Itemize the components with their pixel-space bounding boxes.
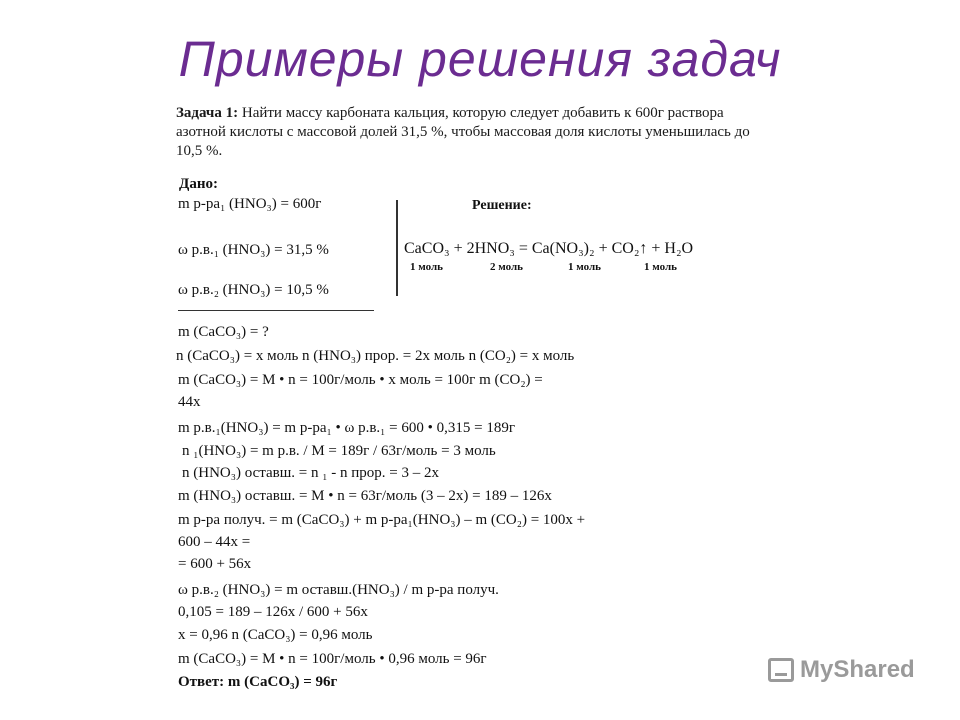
solution-step: 600 – 44x =	[178, 534, 251, 550]
given-line: ω р.в.₁ (HNO₃) = 31,5 %	[178, 242, 329, 258]
solution-step: = 600 + 56x	[178, 556, 252, 572]
solution-label: Решение:	[472, 198, 532, 213]
solution-step: m р.в.₁(HNO₃) = m р-ра₁ • ω р.в.₁ = 600 • 0,315 = 189г	[178, 420, 515, 436]
mole-label: 2 моль	[490, 261, 523, 273]
mole-label: 1 моль	[568, 261, 601, 273]
presentation-icon	[768, 658, 794, 682]
given-line: ω р.в.₂ (HNO₃) = 10,5 %	[178, 282, 329, 298]
answer-line: Ответ: m (CaCO₃) = 96г	[178, 674, 338, 690]
solution-step: 0,105 = 189 – 126x / 600 + 56x	[178, 604, 368, 620]
problem-label: Задача 1:	[176, 105, 239, 121]
solution-step: m (CaCO₃) = M • n = 100г/моль • x моль = 100г m (CO₂) =	[178, 372, 543, 388]
slide-title: Примеры решения задач	[178, 31, 782, 87]
problem-statement	[176, 104, 776, 161]
solution-step: n ₁(HNO₃) = m р.в. / M = 189г / 63г/моль = 3 моль	[182, 443, 496, 459]
vertical-divider	[396, 200, 398, 296]
given-label: Дано:	[179, 176, 218, 192]
solution-step: n (HNO₃) оставш. = n ₁ - n прор. = 3 – 2x	[182, 465, 439, 481]
given-line: m р-ра₁ (HNO₃) = 600г	[178, 196, 322, 212]
watermark-text: MyShared	[800, 656, 915, 683]
mole-label: 1 моль	[410, 261, 443, 273]
given-divider	[178, 310, 374, 311]
watermark	[768, 656, 915, 684]
solution-step: m р-ра получ. = m (CaCO₃) + m р-ра₁(HNO₃) – m (CO₂) = 100x +	[178, 512, 586, 528]
solution-step: 44x	[178, 394, 201, 410]
solution-step: n (CaCO₃) = x моль n (HNO₃) прор. = 2x моль n (CO₂) = x моль	[176, 348, 575, 364]
reaction-equation: CaCO₃ + 2HNO₃ = Ca(NO₃)₂ + CO₂↑ + H₂O	[404, 240, 694, 257]
solution-step: m (HNO₃) оставш. = M • n = 63г/моль (3 – 2x) = 189 – 126x	[178, 488, 552, 504]
solution-step: m (CaCO₃) = M • n = 100г/моль • 0,96 моль = 96г	[178, 651, 487, 667]
solution-step: x = 0,96 n (CaCO₃) = 0,96 моль	[178, 627, 373, 643]
mole-label: 1 моль	[644, 261, 677, 273]
solution-step: ω р.в.₂ (HNO₃) = m оставш.(HNO₃) / m р-ра получ.	[178, 582, 499, 598]
problem-text: Найти массу карбоната кальция, которую следует добавить к 600г раствора азотной кислоты с массовой долей 31,5 %, чтобы массовая доля кислоты уменьшилась до 10,5 %.	[176, 105, 750, 159]
given-line: m (CaCO₃) = ?	[178, 324, 269, 340]
